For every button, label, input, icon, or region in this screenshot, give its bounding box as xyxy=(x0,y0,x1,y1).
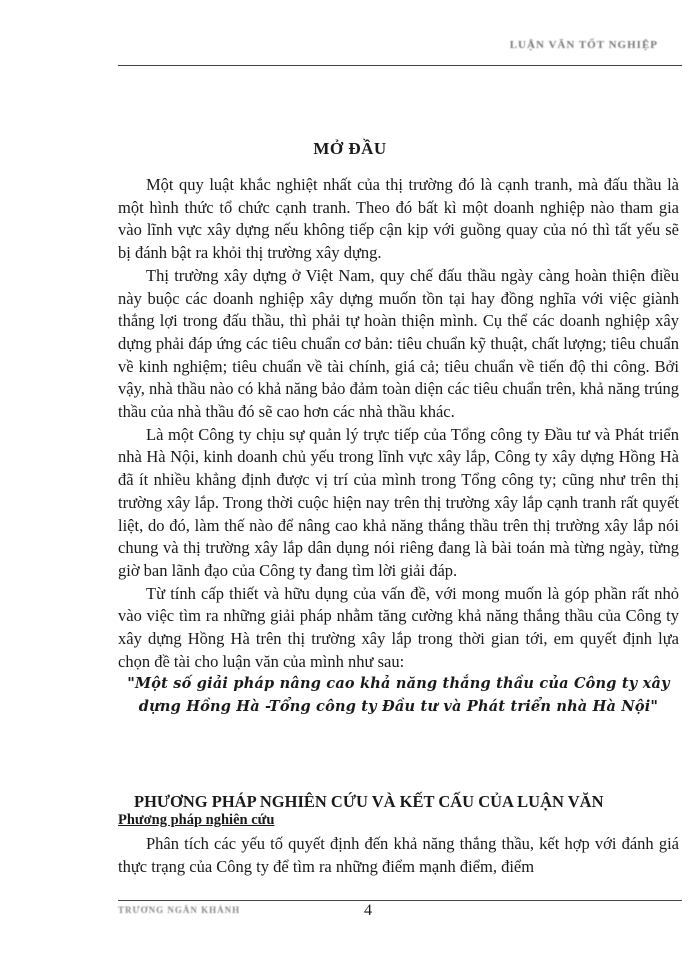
running-header: LUẬN VĂN TỐT NGHIỆP xyxy=(509,39,658,51)
sub-heading: Phương pháp nghiên cứu xyxy=(118,812,275,828)
header-divider xyxy=(118,65,682,66)
page-number: 4 xyxy=(364,902,372,919)
section-heading: PHƯƠNG PHÁP NGHIÊN CỨU VÀ KẾT CẤU CỦA LUẬN VĂN xyxy=(134,792,604,811)
paragraph-2: Thị trường xây dựng ở Việt Nam, quy chế đấu thầu ngày càng hoàn thiện điều này buộc các doanh nghiệp xây dựng muốn tồn tại hay đồng nghĩa với việc giành thắng lợi trong đấu thầu, thì phải tự hoàn thiện mình. Cụ thể các doanh nghiệp xây dựng phải đáp ứng các tiêu chuẩn cơ bản: tiêu chuẩn kỹ thuật, chất lượng; tiêu chuẩn về kinh nghiệm; tiêu chuẩn về tài chính, giá cả; tiêu chuẩn về tiến độ thi công. Bởi vậy, nhà thầu nào có khả năng bảo đảm toàn diện các tiêu chuẩn trên, khả năng trúng thầu của nhà thầu đó sẽ cao hơn các nhà thầu khác. xyxy=(118,265,679,422)
footer-author: TRƯƠNG NGÂN KHÁNH xyxy=(118,905,241,915)
footer-divider xyxy=(118,900,682,901)
paragraph-3: Là một Công ty chịu sự quản lý trực tiếp của Tổng công ty Đầu tư và Phát triển nhà Hà Nội, kinh doanh chủ yếu trong lĩnh vực xây lắp, Công ty xây dựng Hồng Hà đã ít nhiều khẳng định được vị trí của mình trong Tổng công ty; cũng như trên thị trường xây lắp. Trong thời cuộc hiện nay trên thị trường xây lắp cạnh tranh rất quyết liệt, do đó, làm thế nào để nâng cao khả năng thắng thầu trên thị trường xây lắp nói chung và thị trường xây lắp dân dụng nói riêng đang là bài toán mà từng ngày, từng giờ ban lãnh đạo của Công ty đang tìm lời giải đáp. xyxy=(118,424,679,580)
body-text-continued xyxy=(118,833,679,878)
thesis-title-quote: "Một số giải pháp nâng cao khả năng thắng thầu của Công ty xây dựng Hồng Hà -Tổng công ty Đầu tư và Phát triển nhà Hà Nội" xyxy=(127,675,670,716)
paragraph-4: Từ tính cấp thiết và hữu dụng của vấn đề, với mong muốn là góp phần rất nhỏ vào việc tìm ra những giải pháp nhằm tăng cường khả năng thắng thầu của Công ty xây dựng Hồng Hà trên thị trường xây lắp trong thời gian tới, em quyết định lựa chọn đề tài cho luận văn của mình như sau: xyxy=(118,583,679,671)
paragraph-5: Phân tích các yếu tố quyết định đến khả năng thắng thầu, kết hợp với đánh giá thực trạng của Công ty để tìm ra những điểm mạnh điểm, điểm xyxy=(118,834,679,876)
body-text xyxy=(118,174,679,719)
page-title: MỞ ĐẦU xyxy=(313,139,387,158)
paragraph-1: Một quy luật khắc nghiệt nhất của thị trường đó là cạnh tranh, mà đấu thầu là một hình thức tổ chức cạnh tranh. Theo đó bất kì một doanh nghiệp nào tham gia vào lĩnh vực xây dựng nếu không tiếp cận kịp với guồng quay của nó thì tất yếu sẽ bị đánh bật ra khỏi thị trường xây dựng. xyxy=(118,175,679,263)
